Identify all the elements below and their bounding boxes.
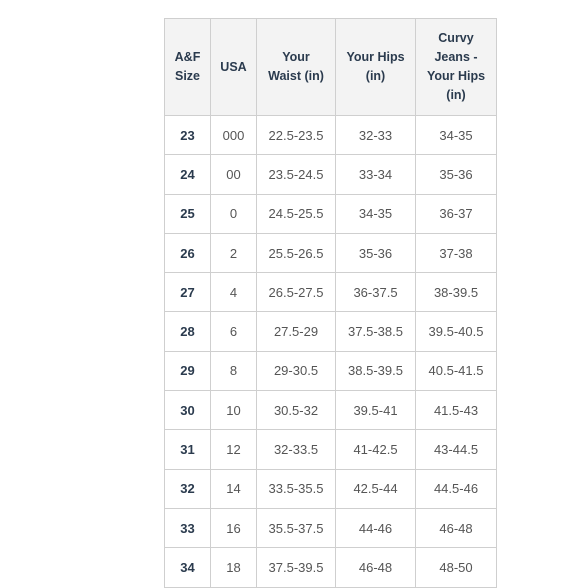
waist-cell: 33.5-35.5	[257, 469, 336, 508]
curvy-hips-cell: 43-44.5	[416, 430, 497, 469]
waist-cell: 26.5-27.5	[257, 273, 336, 312]
table-row	[165, 430, 497, 469]
waist-cell: 32-33.5	[257, 430, 336, 469]
waist-cell: 24.5-25.5	[257, 194, 336, 233]
header-curvy-hips: Curvy Jeans - Your Hips (in)	[416, 19, 497, 116]
af-size-cell: 25	[165, 194, 211, 233]
waist-cell: 23.5-24.5	[257, 155, 336, 194]
waist-cell: 30.5-32	[257, 391, 336, 430]
table-row	[165, 391, 497, 430]
table-row	[165, 508, 497, 547]
usa-size-cell: 16	[211, 508, 257, 547]
waist-cell: 35.5-37.5	[257, 508, 336, 547]
hips-cell: 36-37.5	[336, 273, 416, 312]
af-size-cell: 33	[165, 508, 211, 547]
hips-cell: 35-36	[336, 233, 416, 272]
hips-cell: 42.5-44	[336, 469, 416, 508]
waist-cell: 37.5-39.5	[257, 548, 336, 587]
af-size-cell: 31	[165, 430, 211, 469]
table-row	[165, 351, 497, 390]
header-usa: USA	[211, 19, 257, 116]
header-hips: Your Hips (in)	[336, 19, 416, 116]
af-size-cell: 29	[165, 351, 211, 390]
curvy-hips-cell: 39.5-40.5	[416, 312, 497, 351]
usa-size-cell: 14	[211, 469, 257, 508]
hips-cell: 39.5-41	[336, 391, 416, 430]
hips-cell: 44-46	[336, 508, 416, 547]
curvy-hips-cell: 46-48	[416, 508, 497, 547]
curvy-hips-cell: 35-36	[416, 155, 497, 194]
curvy-hips-cell: 41.5-43	[416, 391, 497, 430]
table-row	[165, 116, 497, 155]
table-row	[165, 194, 497, 233]
curvy-hips-cell: 34-35	[416, 116, 497, 155]
usa-size-cell: 12	[211, 430, 257, 469]
curvy-hips-cell: 44.5-46	[416, 469, 497, 508]
usa-size-cell: 000	[211, 116, 257, 155]
hips-cell: 34-35	[336, 194, 416, 233]
af-size-cell: 34	[165, 548, 211, 587]
waist-cell: 29-30.5	[257, 351, 336, 390]
af-size-cell: 23	[165, 116, 211, 155]
table-row	[165, 273, 497, 312]
header-waist: Your Waist (in)	[257, 19, 336, 116]
table-row	[165, 312, 497, 351]
header-row	[165, 19, 497, 116]
usa-size-cell: 8	[211, 351, 257, 390]
usa-size-cell: 00	[211, 155, 257, 194]
hips-cell: 46-48	[336, 548, 416, 587]
header-af-size: A&F Size	[165, 19, 211, 116]
af-size-cell: 32	[165, 469, 211, 508]
hips-cell: 38.5-39.5	[336, 351, 416, 390]
size-chart-container	[164, 18, 486, 580]
usa-size-cell: 10	[211, 391, 257, 430]
table-row	[165, 233, 497, 272]
waist-cell: 22.5-23.5	[257, 116, 336, 155]
usa-size-cell: 18	[211, 548, 257, 587]
usa-size-cell: 2	[211, 233, 257, 272]
hips-cell: 32-33	[336, 116, 416, 155]
af-size-cell: 30	[165, 391, 211, 430]
usa-size-cell: 4	[211, 273, 257, 312]
curvy-hips-cell: 37-38	[416, 233, 497, 272]
usa-size-cell: 0	[211, 194, 257, 233]
curvy-hips-cell: 48-50	[416, 548, 497, 587]
af-size-cell: 26	[165, 233, 211, 272]
hips-cell: 41-42.5	[336, 430, 416, 469]
af-size-cell: 27	[165, 273, 211, 312]
curvy-hips-cell: 36-37	[416, 194, 497, 233]
waist-cell: 27.5-29	[257, 312, 336, 351]
table-row	[165, 469, 497, 508]
table-row	[165, 155, 497, 194]
usa-size-cell: 6	[211, 312, 257, 351]
waist-cell: 25.5-26.5	[257, 233, 336, 272]
af-size-cell: 24	[165, 155, 211, 194]
table-row	[165, 548, 497, 587]
hips-cell: 37.5-38.5	[336, 312, 416, 351]
af-size-cell: 28	[165, 312, 211, 351]
curvy-hips-cell: 38-39.5	[416, 273, 497, 312]
hips-cell: 33-34	[336, 155, 416, 194]
curvy-hips-cell: 40.5-41.5	[416, 351, 497, 390]
size-chart-table	[164, 18, 497, 588]
